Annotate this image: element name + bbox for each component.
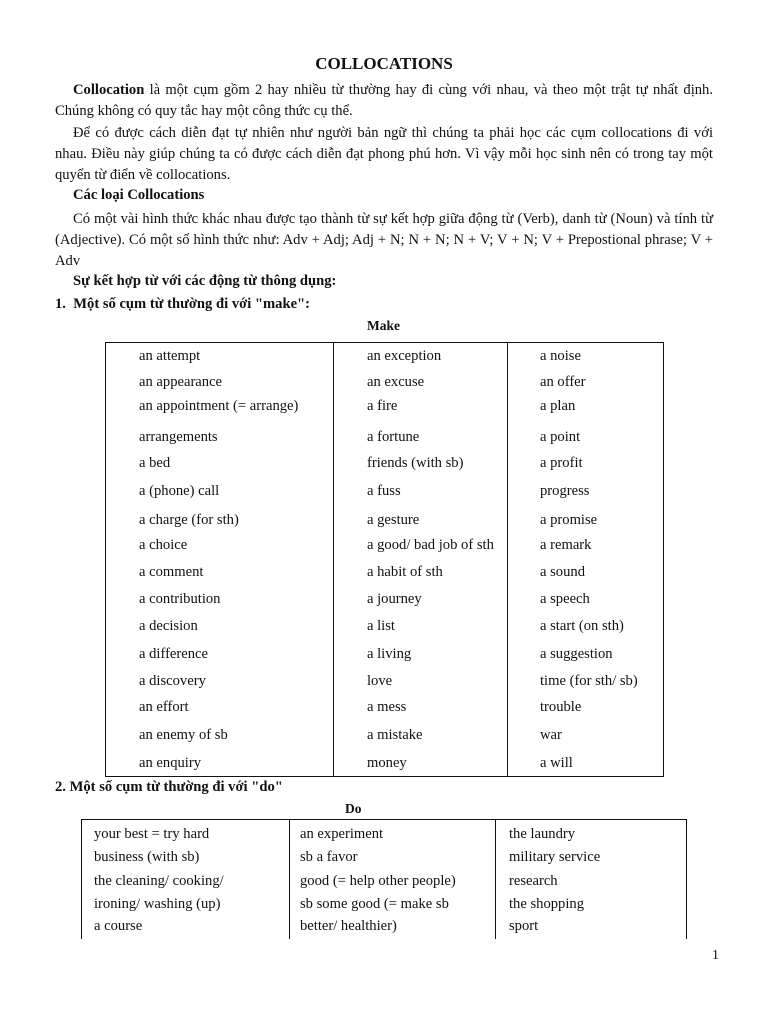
do-table-cell: better/ healthier): [300, 918, 397, 934]
do-table-cell: military service: [509, 849, 601, 865]
make-table-cell: trouble: [540, 699, 582, 715]
do-table-cell: good (= help other people): [300, 873, 456, 889]
make-table-cell: an appointment (= arrange): [139, 398, 299, 414]
do-table-right-border: [686, 819, 687, 939]
make-table-cell: a bed: [139, 455, 171, 471]
make-table-cell: a start (on sth): [540, 618, 624, 634]
section1-title: Một số cụm từ thường đi với "make":: [73, 296, 311, 312]
do-caption: Do: [345, 801, 362, 816]
do-table-cell: business (with sb): [94, 849, 200, 865]
make-table-cell: a fire: [367, 398, 398, 414]
make-table-cell: an effort: [139, 699, 189, 715]
page-title: COLLOCATIONS: [315, 54, 453, 73]
make-table-cell: an appearance: [139, 374, 223, 390]
make-caption: Make: [367, 318, 400, 333]
make-table-cell: a fuss: [367, 483, 401, 499]
intro-text: là một cụm gồm 2 hay nhiều từ thường hay đi cùng với nhau, và theo một trật tự nhất định. Chúng không có quy tắc hay một công thức cụ thể.: [55, 82, 713, 119]
do-table-cell: an experiment: [300, 826, 384, 842]
make-table-cell: a decision: [139, 618, 198, 634]
make-table-divider-2: [507, 342, 508, 776]
do-table-cell: the cleaning/ cooking/: [94, 873, 224, 889]
section2-heading: [55, 779, 283, 796]
make-table-cell: a gesture: [367, 512, 420, 528]
make-table-cell: a fortune: [367, 429, 420, 445]
make-table-cell: a journey: [367, 591, 422, 607]
do-table-cell: the shopping: [509, 896, 584, 912]
section2-number: 2.: [55, 779, 66, 795]
do-table-top-border: [81, 819, 687, 820]
section1-number: 1.: [55, 296, 66, 312]
make-table-cell: a will: [540, 755, 573, 771]
make-table-cell: a habit of sth: [367, 564, 443, 580]
make-table-cell: a sound: [540, 564, 585, 580]
make-table-cell: an excuse: [367, 374, 425, 390]
types-heading: Các loại Collocations: [73, 187, 205, 203]
do-table-cell: a course: [94, 918, 143, 934]
page-number: 1: [712, 948, 719, 963]
make-table-cell: arrangements: [139, 429, 218, 445]
make-table-cell: a comment: [139, 564, 204, 580]
make-table-cell: an enemy of sb: [139, 727, 228, 743]
make-table-cell: love: [367, 673, 393, 689]
make-table-cell: an attempt: [139, 348, 201, 364]
do-table-cell: the laundry: [509, 826, 576, 842]
make-table-cell: war: [540, 727, 562, 743]
verbs-heading: Sự kết hợp từ với các động từ thông dụng:: [73, 273, 337, 289]
make-table-cell: a list: [367, 618, 395, 634]
make-table-cell: friends (with sb): [367, 455, 464, 471]
do-table-left-border: [81, 819, 82, 939]
make-table-cell: a good/ bad job of sth: [367, 537, 494, 553]
do-table-divider-2: [495, 819, 496, 939]
intro-paragraph: [55, 80, 713, 122]
make-table-cell: a (phone) call: [139, 483, 220, 499]
do-table-cell: sb some good (= make sb: [300, 896, 449, 912]
section1-heading: [55, 296, 310, 313]
make-table-cell: an exception: [367, 348, 442, 364]
make-table-cell: a mistake: [367, 727, 423, 743]
do-table-divider-1: [289, 819, 290, 939]
make-table-cell: time (for sth/ sb): [540, 673, 638, 689]
make-table-cell: a point: [540, 429, 581, 445]
make-table-cell: a mess: [367, 699, 407, 715]
make-table-cell: progress: [540, 483, 590, 499]
make-table-cell: a noise: [540, 348, 581, 364]
make-table-cell: a profit: [540, 455, 583, 471]
make-table-cell: a difference: [139, 646, 208, 662]
make-table-cell: money: [367, 755, 407, 771]
make-table-cell: a plan: [540, 398, 576, 414]
make-table-cell: a suggestion: [540, 646, 613, 662]
make-table-cell: an enquiry: [139, 755, 202, 771]
do-table-cell: research: [509, 873, 558, 889]
make-table-cell: a speech: [540, 591, 590, 607]
do-table-cell: your best = try hard: [94, 826, 210, 842]
make-table-cell: an offer: [540, 374, 586, 390]
make-table-cell: a promise: [540, 512, 598, 528]
make-table-cell: a discovery: [139, 673, 206, 689]
paragraph-2: Để có được cách diễn đạt tự nhiên như người bản ngữ thì chúng ta phải học các cụm collocations đi với nhau. Điều này giúp chúng ta có được cách diễn đạt phong phú hơn. Vì vậy mỗi học sinh nên có trong tay một quyển từ điển về collocations.: [55, 125, 713, 183]
make-table-cell: a remark: [540, 537, 592, 553]
make-table-cell: a charge (for sth): [139, 512, 239, 528]
make-table-divider-1: [333, 342, 334, 776]
do-table-cell: ironing/ washing (up): [94, 896, 221, 912]
make-table-cell: a living: [367, 646, 412, 662]
collocation-term: Collocation: [73, 82, 145, 98]
do-table-cell: sb a favor: [300, 849, 358, 865]
make-table-cell: a choice: [139, 537, 188, 553]
make-table-cell: a contribution: [139, 591, 221, 607]
section2-title: Một số cụm từ thường đi với "do": [69, 779, 283, 795]
paragraph-3: Có một vài hình thức khác nhau được tạo thành từ sự kết hợp giữa động từ (Verb), danh từ (Noun) và tính từ (Adjective). Có một số hình thức như: Adv + Adj; Adj + N; N + N; N + V; V + N; V + Prepostional phrase; V + Adv: [55, 211, 713, 269]
do-table-cell: sport: [509, 918, 539, 934]
